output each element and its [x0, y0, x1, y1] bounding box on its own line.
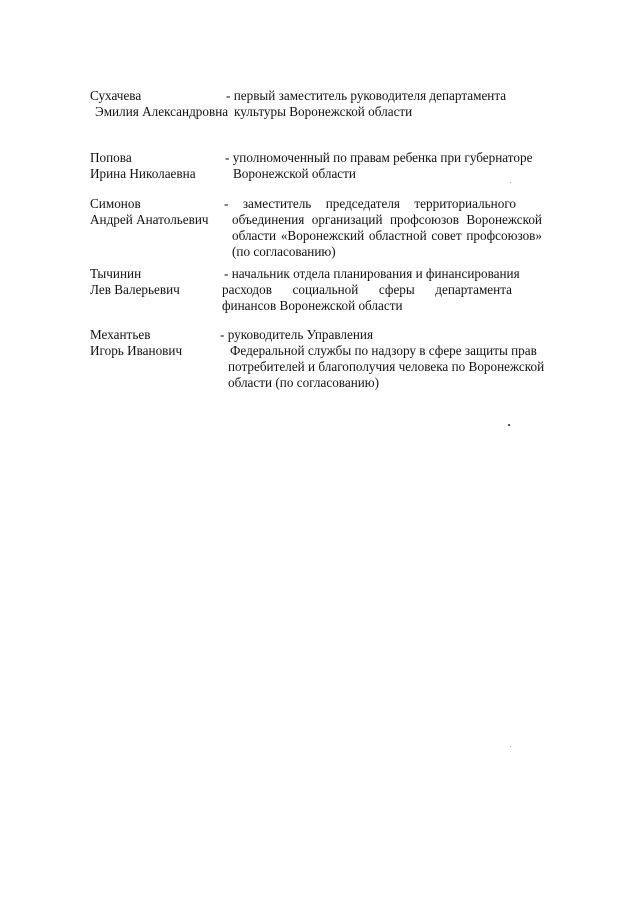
member-role [220, 327, 545, 391]
member-name [90, 150, 235, 182]
role-line: (по согласованию) [232, 244, 336, 259]
member-surname: Тычинин [90, 266, 142, 281]
member-role [226, 88, 516, 120]
member-given-names: Эмилия Александровна [95, 104, 229, 119]
member-name [90, 196, 235, 228]
role-line: - руководитель Управления [220, 327, 374, 342]
role-line: - начальник отдела планирования и финансирования [224, 266, 520, 281]
role-line: Воронежской области [233, 166, 356, 181]
member-surname: Сухачева [90, 88, 142, 103]
member-given-names: Ирина Николаевна [90, 166, 196, 181]
role-line: финансов Воронежской области [222, 298, 403, 313]
member-surname: Симонов [90, 196, 141, 211]
member-role [225, 150, 535, 182]
member-given-names: Игорь Иванович [90, 343, 183, 358]
member-given-names: Лев Валерьевич [90, 282, 180, 297]
scan-speck [508, 424, 510, 426]
role-line: - уполномоченный по правам ребенка при губернаторе [225, 150, 533, 165]
role-line: - первый заместитель руководителя департамента [226, 88, 507, 103]
member-role [224, 266, 534, 314]
role-line: области (по согласованию) [228, 375, 380, 390]
member-given-names: Андрей Анатольевич [90, 212, 209, 227]
member-name [90, 88, 235, 120]
role-line: расходов социальной сферы департамента [222, 282, 512, 297]
member-surname: Попова [90, 150, 132, 165]
member-name [90, 266, 235, 298]
scan-speck [510, 746, 511, 747]
member-name [90, 327, 235, 359]
member-surname: Механтьев [90, 327, 151, 342]
member-role [224, 196, 542, 260]
role-line: объединения организаций профсоюзов Воронежской [232, 212, 542, 227]
role-line: Федеральной службы по надзору в сфере защиты прав [230, 343, 537, 358]
role-line: - заместитель председателя территориального [224, 196, 516, 211]
role-line: потребителей и благополучия человека по Воронежской [228, 359, 545, 374]
role-line: области «Воронежский областной совет профсоюзов» [232, 228, 542, 243]
scan-speck [510, 182, 511, 183]
role-line: культуры Воронежской области [234, 104, 413, 119]
